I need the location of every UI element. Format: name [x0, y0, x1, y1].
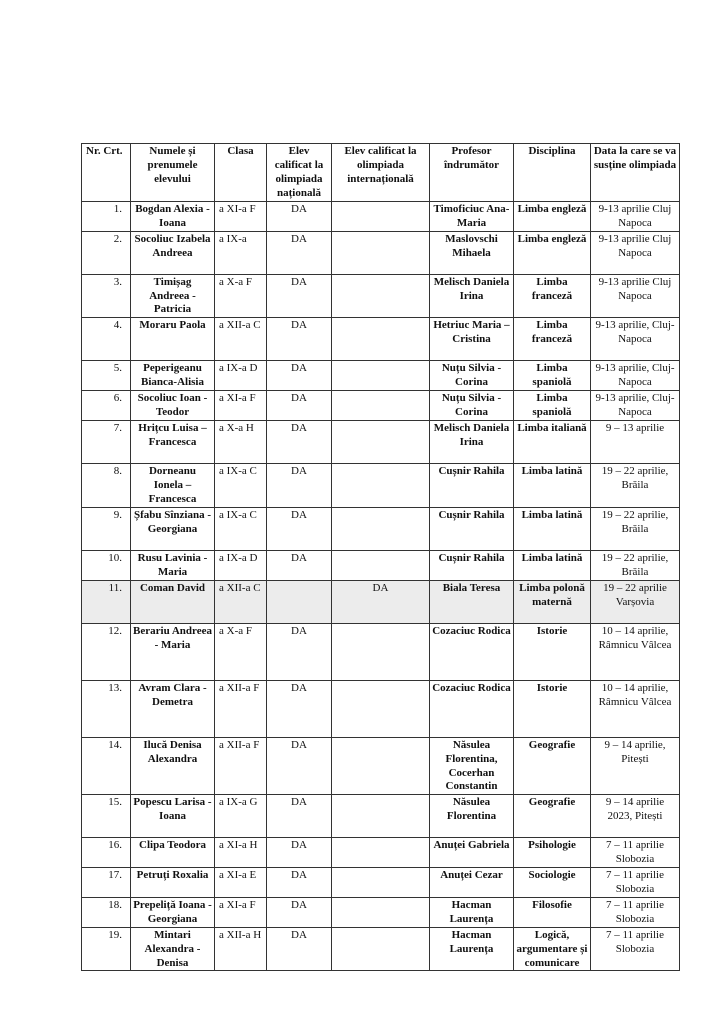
- international-qualified: [332, 507, 430, 550]
- national-qualified: DA: [267, 838, 332, 868]
- teacher-name: Hacman Laurența: [430, 897, 514, 927]
- student-name: Prepeliță Ioana - Georgiana: [131, 897, 215, 927]
- class-cell: a XII-a F: [215, 680, 267, 737]
- header-name: Numele și prenumele elevului: [131, 144, 215, 202]
- international-qualified: [332, 318, 430, 361]
- olympiad-date: 9-13 aprilie, Cluj-Napoca: [591, 318, 680, 361]
- teacher-name: Maslovschi Mihaela: [430, 231, 514, 274]
- discipline: Limba latină: [514, 464, 591, 508]
- international-qualified: [332, 927, 430, 971]
- teacher-name: Cozaciuc Rodica: [430, 623, 514, 680]
- international-qualified: [332, 680, 430, 737]
- international-qualified: [332, 464, 430, 508]
- discipline: Logică, argumentare și comunicare: [514, 927, 591, 971]
- document-page: [81, 143, 679, 971]
- table-row: [82, 623, 680, 680]
- header-discipline: Disciplina: [514, 144, 591, 202]
- class-cell: a X-a F: [215, 274, 267, 318]
- international-qualified: [332, 838, 430, 868]
- national-qualified: DA: [267, 361, 332, 391]
- student-name: Mintari Alexandra - Denisa: [131, 927, 215, 971]
- teacher-name: Anuței Cezar: [430, 868, 514, 898]
- table-row: [82, 201, 680, 231]
- teacher-name: Biala Teresa: [430, 580, 514, 623]
- student-name: Popescu Larisa - Ioana: [131, 795, 215, 838]
- header-national: Elev calificat la olimpiada națională: [267, 144, 332, 202]
- row-number: 1.: [82, 201, 131, 231]
- header-date: Data la care se va susține olimpiada: [591, 144, 680, 202]
- discipline: Sociologie: [514, 868, 591, 898]
- class-cell: a XII-a C: [215, 318, 267, 361]
- international-qualified: [332, 391, 430, 421]
- table-body: [82, 201, 680, 971]
- class-cell: a XI-a F: [215, 897, 267, 927]
- international-qualified: [332, 737, 430, 795]
- row-number: 3.: [82, 274, 131, 318]
- table-row: [82, 680, 680, 737]
- teacher-name: Nuțu Silvia - Corina: [430, 391, 514, 421]
- international-qualified: [332, 421, 430, 464]
- teacher-name: Anuței Gabriela: [430, 838, 514, 868]
- student-name: Coman David: [131, 580, 215, 623]
- national-qualified: DA: [267, 391, 332, 421]
- table-row: [82, 464, 680, 508]
- national-qualified: DA: [267, 464, 332, 508]
- discipline: Limba latină: [514, 550, 591, 580]
- international-qualified: [332, 274, 430, 318]
- class-cell: a IX-a G: [215, 795, 267, 838]
- student-name: Berariu Andreea - Maria: [131, 623, 215, 680]
- table-row: [82, 421, 680, 464]
- olympiad-date: 7 – 11 aprilie Slobozia: [591, 897, 680, 927]
- olympiad-date: 9-13 aprilie, Cluj-Napoca: [591, 361, 680, 391]
- student-name: Socoliuc Ioan - Teodor: [131, 391, 215, 421]
- teacher-name: Hetriuc Maria – Cristina: [430, 318, 514, 361]
- class-cell: a XI-a H: [215, 838, 267, 868]
- class-cell: a IX-a: [215, 231, 267, 274]
- row-number: 16.: [82, 838, 131, 868]
- olympiad-table: [81, 143, 680, 971]
- student-name: Hrițcu Luisa – Francesca: [131, 421, 215, 464]
- olympiad-date: 7 – 11 aprilie Slobozia: [591, 868, 680, 898]
- row-number: 12.: [82, 623, 131, 680]
- olympiad-date: 9-13 aprilie, Cluj-Napoca: [591, 391, 680, 421]
- olympiad-date: 9 – 14 aprilie, Pitești: [591, 737, 680, 795]
- international-qualified: [332, 201, 430, 231]
- row-number: 11.: [82, 580, 131, 623]
- class-cell: a IX-a C: [215, 464, 267, 508]
- international-qualified: DA: [332, 580, 430, 623]
- international-qualified: [332, 868, 430, 898]
- class-cell: a X-a F: [215, 623, 267, 680]
- row-number: 13.: [82, 680, 131, 737]
- olympiad-date: 9-13 aprilie Cluj Napoca: [591, 231, 680, 274]
- class-cell: a IX-a D: [215, 550, 267, 580]
- header-class: Clasa: [215, 144, 267, 202]
- national-qualified: DA: [267, 795, 332, 838]
- discipline: Istorie: [514, 680, 591, 737]
- table-row: [82, 897, 680, 927]
- international-qualified: [332, 897, 430, 927]
- discipline: Limba polonă maternă: [514, 580, 591, 623]
- table-row: [82, 274, 680, 318]
- discipline: Limba italiană: [514, 421, 591, 464]
- discipline: Psihologie: [514, 838, 591, 868]
- row-number: 8.: [82, 464, 131, 508]
- discipline: Limba engleză: [514, 231, 591, 274]
- header-row: [82, 144, 680, 202]
- olympiad-date: 9 – 13 aprilie: [591, 421, 680, 464]
- table-row: [82, 868, 680, 898]
- teacher-name: Cușnir Rahila: [430, 464, 514, 508]
- national-qualified: DA: [267, 507, 332, 550]
- student-name: Dorneanu Ionela – Francesca: [131, 464, 215, 508]
- table-row: [82, 737, 680, 795]
- national-qualified: DA: [267, 550, 332, 580]
- olympiad-date: 9-13 aprilie Cluj Napoca: [591, 201, 680, 231]
- teacher-name: Cozaciuc Rodica: [430, 680, 514, 737]
- row-number: 6.: [82, 391, 131, 421]
- row-number: 18.: [82, 897, 131, 927]
- discipline: Istorie: [514, 623, 591, 680]
- national-qualified: DA: [267, 201, 332, 231]
- table-row: [82, 550, 680, 580]
- international-qualified: [332, 623, 430, 680]
- class-cell: a X-a H: [215, 421, 267, 464]
- teacher-name: Melisch Daniela Irina: [430, 421, 514, 464]
- student-name: Bogdan Alexia - Ioana: [131, 201, 215, 231]
- national-qualified: DA: [267, 318, 332, 361]
- student-name: Ilucă Denisa Alexandra: [131, 737, 215, 795]
- student-name: Socoliuc Izabela Andreea: [131, 231, 215, 274]
- row-number: 19.: [82, 927, 131, 971]
- olympiad-date: 19 – 22 aprilie Varșovia: [591, 580, 680, 623]
- class-cell: a XII-a H: [215, 927, 267, 971]
- table-row: [82, 838, 680, 868]
- olympiad-date: 19 – 22 aprilie, Brăila: [591, 464, 680, 508]
- table-row: [82, 795, 680, 838]
- national-qualified: [267, 580, 332, 623]
- table-row: [82, 927, 680, 971]
- student-name: Moraru Paola: [131, 318, 215, 361]
- national-qualified: DA: [267, 623, 332, 680]
- discipline: Limba latină: [514, 507, 591, 550]
- header-international: Elev calificat la olimpiada internațională: [332, 144, 430, 202]
- teacher-name: Năsulea Florentina: [430, 795, 514, 838]
- class-cell: a XI-a E: [215, 868, 267, 898]
- class-cell: a XI-a F: [215, 201, 267, 231]
- discipline: Geografie: [514, 795, 591, 838]
- row-number: 2.: [82, 231, 131, 274]
- teacher-name: Hacman Laurența: [430, 927, 514, 971]
- international-qualified: [332, 550, 430, 580]
- class-cell: a XI-a F: [215, 391, 267, 421]
- student-name: Clipa Teodora: [131, 838, 215, 868]
- table-row: [82, 231, 680, 274]
- olympiad-date: 7 – 11 aprilie Slobozia: [591, 838, 680, 868]
- table-row: [82, 391, 680, 421]
- national-qualified: DA: [267, 680, 332, 737]
- discipline: Limba spaniolă: [514, 391, 591, 421]
- teacher-name: Timoficiuc Ana-Maria: [430, 201, 514, 231]
- row-number: 15.: [82, 795, 131, 838]
- international-qualified: [332, 361, 430, 391]
- student-name: Șfabu Sînziana - Georgiana: [131, 507, 215, 550]
- row-number: 5.: [82, 361, 131, 391]
- header-nr: Nr. Crt.: [82, 144, 131, 202]
- table-row: [82, 361, 680, 391]
- national-qualified: DA: [267, 231, 332, 274]
- teacher-name: Cușnir Rahila: [430, 550, 514, 580]
- national-qualified: DA: [267, 274, 332, 318]
- row-number: 14.: [82, 737, 131, 795]
- student-name: Petruți Roxalia: [131, 868, 215, 898]
- student-name: Rusu Lavinia - Maria: [131, 550, 215, 580]
- table-row: [82, 580, 680, 623]
- discipline: Limba franceză: [514, 318, 591, 361]
- class-cell: a XII-a C: [215, 580, 267, 623]
- olympiad-date: 9-13 aprilie Cluj Napoca: [591, 274, 680, 318]
- teacher-name: Nuțu Silvia - Corina: [430, 361, 514, 391]
- olympiad-date: 7 – 11 aprilie Slobozia: [591, 927, 680, 971]
- row-number: 10.: [82, 550, 131, 580]
- national-qualified: DA: [267, 737, 332, 795]
- row-number: 9.: [82, 507, 131, 550]
- student-name: Avram Clara - Demetra: [131, 680, 215, 737]
- discipline: Limba franceză: [514, 274, 591, 318]
- table-row: [82, 318, 680, 361]
- international-qualified: [332, 231, 430, 274]
- olympiad-date: 19 – 22 aprilie, Brăila: [591, 550, 680, 580]
- class-cell: a IX-a C: [215, 507, 267, 550]
- discipline: Filosofie: [514, 897, 591, 927]
- header-teacher: Profesor îndrumător: [430, 144, 514, 202]
- national-qualified: DA: [267, 927, 332, 971]
- discipline: Geografie: [514, 737, 591, 795]
- olympiad-date: 19 – 22 aprilie, Brăila: [591, 507, 680, 550]
- row-number: 17.: [82, 868, 131, 898]
- row-number: 4.: [82, 318, 131, 361]
- olympiad-date: 10 – 14 aprilie, Râmnicu Vâlcea: [591, 623, 680, 680]
- row-number: 7.: [82, 421, 131, 464]
- international-qualified: [332, 795, 430, 838]
- discipline: Limba spaniolă: [514, 361, 591, 391]
- national-qualified: DA: [267, 421, 332, 464]
- teacher-name: Cușnir Rahila: [430, 507, 514, 550]
- class-cell: a IX-a D: [215, 361, 267, 391]
- teacher-name: Năsulea Florentina, Cocerhan Constantin: [430, 737, 514, 795]
- teacher-name: Melisch Daniela Irina: [430, 274, 514, 318]
- discipline: Limba engleză: [514, 201, 591, 231]
- olympiad-date: 9 – 14 aprilie 2023, Pitești: [591, 795, 680, 838]
- national-qualified: DA: [267, 868, 332, 898]
- olympiad-date: 10 – 14 aprilie, Râmnicu Vâlcea: [591, 680, 680, 737]
- national-qualified: DA: [267, 897, 332, 927]
- student-name: Timișag Andreea - Patricia: [131, 274, 215, 318]
- student-name: Peperigeanu Bianca-Alisia: [131, 361, 215, 391]
- class-cell: a XII-a F: [215, 737, 267, 795]
- table-row: [82, 507, 680, 550]
